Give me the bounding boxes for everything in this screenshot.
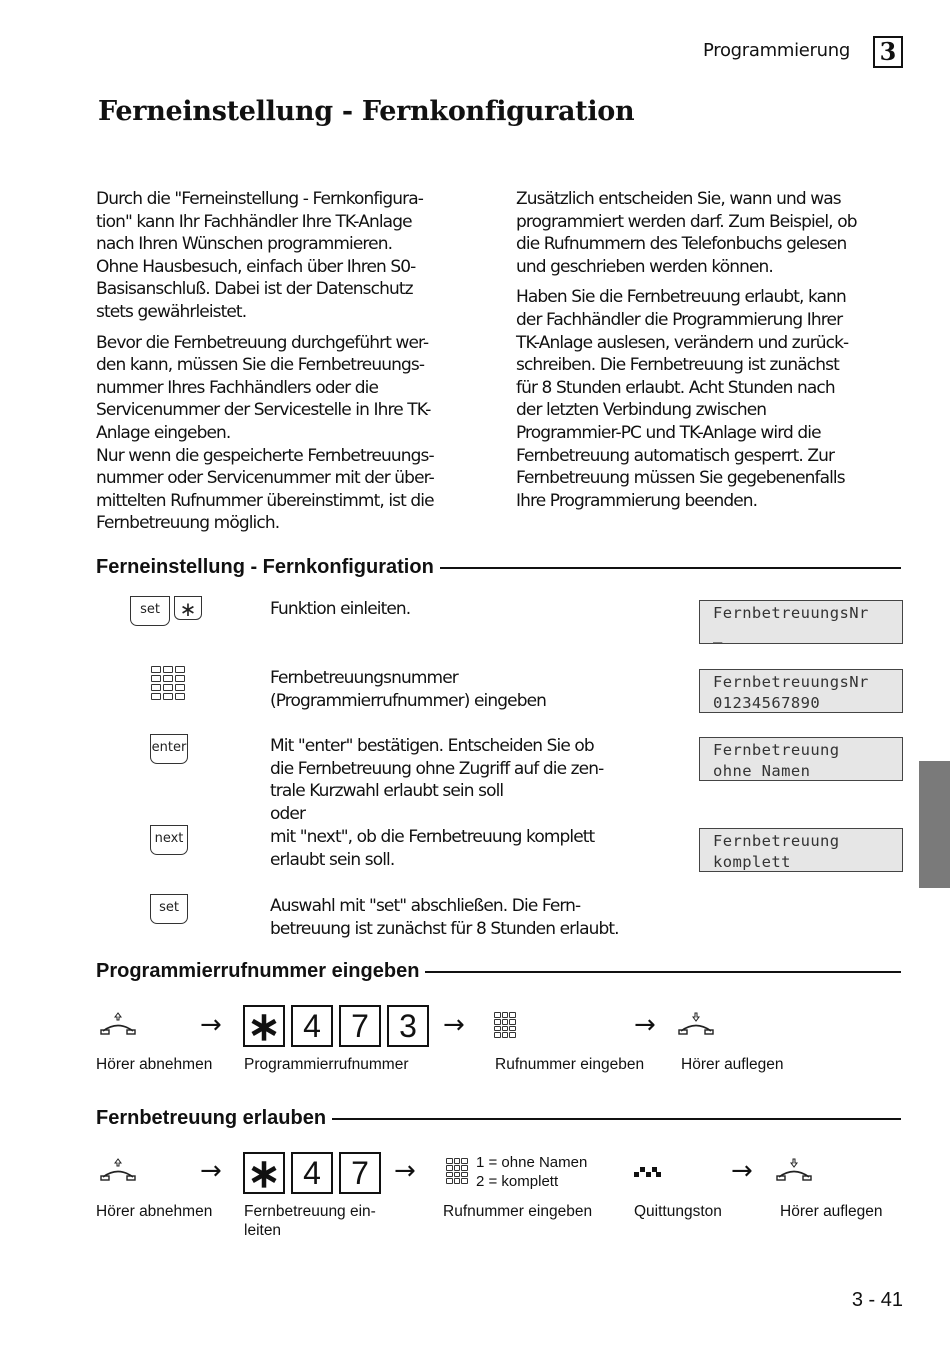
caption: Hörer auflegen — [780, 1203, 883, 1220]
divider — [332, 1118, 901, 1120]
lcd-display — [699, 600, 903, 644]
arrow-right-icon: → — [731, 1156, 753, 1186]
caption: Programmierrufnummer — [244, 1056, 409, 1073]
caption: Hörer abnehmen — [96, 1203, 213, 1220]
intro-paragraph: Haben Sie die Fernbetreuung erlaubt, kann der Fachhändler die Programmierung Ihrer TK-Anlage auslesen, verändern und zurück- schreiben. Die Fernbetreuung ist zunächst für 8 Stunden erlaubt. Acht Stunden nach der letzten Verbindung zwischen Programmier-PC und TK-Anlage wird die Fernbetreuung automatisch gesperrt. Zur Fernbetreuung müssen Sie gegebenenfalls Ihre Programmierung beenden. — [516, 287, 849, 511]
set-key: set — [150, 894, 188, 924]
set-key: set — [130, 596, 170, 626]
lcd-line: komplett — [713, 853, 791, 871]
section-heading-label: Programmierrufnummer eingeben — [96, 959, 420, 982]
lcd-line: 01234567890 — [713, 694, 821, 712]
section-heading — [96, 1105, 901, 1131]
chapter-number: 3 — [873, 36, 903, 68]
caption: Fernbetreuung ein- leiten — [244, 1203, 376, 1239]
digit-key: 7 — [339, 1152, 381, 1194]
intro-paragraph: Durch die "Ferneinstellung - Fernkonfigura- tion" kann Ihr Fachhändler Ihre TK-Anlage nach Ihren Wünschen programmieren. Ohne Hausbesuch, einfach über Ihren S0- Basisanschluß. Dabei ist der Datenschutz stets gewährleistet. — [96, 189, 423, 322]
enter-key: enter — [150, 734, 188, 764]
lcd-line: FernbetreuungsNr — [713, 604, 869, 622]
intro-paragraph: Zusätzlich entscheiden Sie, wann und was programmiert werden darf. Zum Beispiel, ob die Rufnummern des Telefonbuchs gelesen und geschrieben werden können. — [516, 189, 857, 277]
arrow-right-icon: → — [200, 1156, 222, 1186]
lcd-line: ohne Namen — [713, 762, 811, 780]
handset-lift-icon — [100, 1012, 136, 1036]
divider — [425, 971, 901, 973]
digit-key: 4 — [291, 1152, 333, 1194]
star-key: ∗ — [243, 1005, 285, 1047]
arrow-right-icon: → — [200, 1010, 222, 1040]
keypad-icon — [446, 1158, 468, 1184]
step-instruction: Fernbetreuungsnummer (Programmierrufnummer) eingeben — [270, 668, 547, 711]
intro-paragraph: Bevor die Fernbetreuung durchgeführt wer- den kann, müssen Sie die Fernbetreuungs- nummer Ihres Fachhändlers oder die Servicenummer der Servicestelle in Ihre TK- Anlage eingeben. — [96, 332, 431, 443]
caption: Quittungston — [634, 1203, 722, 1220]
arrow-right-icon: → — [394, 1156, 416, 1186]
option-list: 1 = ohne Namen 2 = komplett — [476, 1154, 588, 1190]
lcd-display — [699, 737, 903, 781]
handset-hangup-icon — [678, 1012, 714, 1036]
section-heading-label: Ferneinstellung - Fernkonfiguration — [96, 555, 434, 578]
lcd-display — [699, 669, 903, 713]
caption: Rufnummer eingeben — [443, 1203, 593, 1220]
step-instruction: Auswahl mit "set" abschließen. Die Fern- betreuung ist zunächst für 8 Stunden erlaubt. — [270, 896, 619, 939]
lcd-line: Fernbetreuung — [713, 741, 840, 759]
confirmation-tone-icon — [634, 1164, 662, 1180]
step-instruction: Funktion einleiten. — [270, 599, 411, 619]
handset-lift-icon — [100, 1158, 136, 1182]
arrow-right-icon: → — [443, 1010, 465, 1040]
next-key: next — [150, 825, 188, 855]
step-instruction: Mit "enter" bestätigen. Entscheiden Sie ob die Fernbetreuung ohne Zugriff auf die zen- trale Kurzwahl erlaubt sein soll oder — [270, 736, 604, 824]
chapter-thumb-tab — [919, 761, 950, 888]
intro-left-column — [96, 188, 456, 543]
step-instruction: mit "next", ob die Fernbetreuung komplett erlaubt sein soll. — [270, 827, 595, 870]
star-key: ∗ — [174, 596, 202, 620]
intro-paragraph: Nur wenn die gespeicherte Fernbetreuungs- nummer oder Servicenummer mit der über- mittelten Rufnummer übereinstimmt, ist die Fernbetreuung möglich. — [96, 445, 434, 534]
section-heading — [96, 554, 901, 580]
running-header: Programmierung — [703, 40, 850, 61]
lcd-line: FernbetreuungsNr — [713, 673, 869, 691]
keypad-icon — [151, 666, 185, 700]
arrow-right-icon: → — [634, 1010, 656, 1040]
digit-key: 7 — [339, 1005, 381, 1047]
lcd-line: Fernbetreuung — [713, 832, 840, 850]
digit-key: 3 — [387, 1005, 429, 1047]
star-key: ∗ — [243, 1152, 285, 1194]
caption: Hörer auflegen — [681, 1056, 784, 1073]
lcd-display — [699, 828, 903, 872]
section-heading — [96, 958, 901, 984]
page-title: Ferneinstellung - Fernkonfiguration — [98, 96, 635, 127]
divider — [440, 567, 901, 569]
lcd-line: _ — [713, 625, 723, 643]
keypad-icon — [494, 1012, 516, 1038]
intro-right-column — [516, 188, 876, 520]
page-number: 3 - 41 — [851, 1289, 903, 1311]
caption: Rufnummer eingeben — [495, 1056, 645, 1073]
caption: Hörer abnehmen — [96, 1056, 213, 1073]
section-heading-label: Fernbetreuung erlauben — [96, 1106, 327, 1129]
handset-hangup-icon — [776, 1158, 812, 1182]
digit-key: 4 — [291, 1005, 333, 1047]
